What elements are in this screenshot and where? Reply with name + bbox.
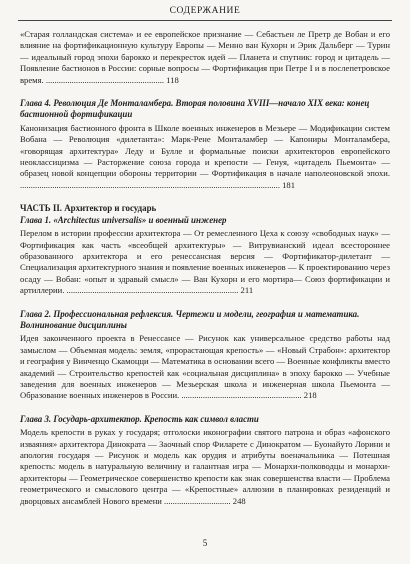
chapter-body-4: Канонизация бастионного фронта в Школе военных инженеров в Мезьере — Модификации систем Вобана — Революция «дилетанта»: Марк-Рене Монталамбер — Капониры Монталамбера, «говорящая архитектура» Леду и Булле и формальные поиски архитекторов европейского неоклассицизма — Расторжение союза города и крепости — Генуя, «цитадель Пьемонта» — образец новой концепции обороны территории — Фортификация в начале наполеоновской эпохи. ......................................................................................................................... 181 bbox=[20, 122, 390, 190]
header-rule bbox=[18, 20, 392, 21]
chapter-title-2: Глава 2. Профессиональная рефлексия. Чертежи и модели, география и математика. Волнинование дисциплины bbox=[20, 308, 360, 330]
chapter-body-2: Идея законченного проекта в Ренессансе — Рисунок как универсальное средство работы над замыслом — Объемная модель: земля, «прорастающая крепость» — «Новый Страбон»: архитектор и география у Винченцо Скамоцци — Математика в основании всего — Военные конфликты вместо академий — Строительство крепостей как «социальная дисциплина» в эпоху барокко — Учебные заведения для военных инженеров — Мезьерская школа и инженерная школа Пьемонта — Образование военных инженеров в России. ........................................................ 218 bbox=[20, 333, 390, 401]
chapter-body-1: Перелом в истории профессии архитектора — От ремесленного Цеха к союзу «свободных наук» — Фортификация как часть «всеобщей архитектуры» — Витрувианский идеал всестороннее образованного архитектора и его ренессансная версия — Фортификатор-дилетант — Специализация архитектурного знания и появление военных инженеров — К проектированию через осаду — Вобан: «опыт и здравый смысл» — Ван Кухорн и его мортира— Союз фортификации и артиллерии. ................................................................................ 211 bbox=[20, 228, 390, 296]
chapter-title-4: Глава 4. Революция Де Монталамбера. Вторая половина XVIII—начало XIX века: конец бастионной фортификации bbox=[20, 98, 370, 120]
running-header: СОДЕРЖАНИЕ bbox=[169, 6, 241, 16]
part-title: ЧАСТЬ II. Архитектор и государь bbox=[20, 203, 157, 214]
toc-content bbox=[20, 29, 390, 507]
chapter-body-3: Модель крепости в руках у государя; отголоски иконографии святого патрона и образ «афонского изваяния» архитектора Динократа — Заочный спор Филарете с Динократом — Буонайуто Лорини и апология государя — Рисунок и модель как орудия и атрибуты военачальника — Потешная крепость: модель в натуральную величину и галантная игра — Монархи-полководцы и монархи-архитекторы — Геометрическое совершенство крепости как знак совершенства власти — Проблема геометрического и смыслового центра — «Крепостные» аллюзии в планировках резиденций и дворцовых ансамблей Нового времени ............................... 248 bbox=[20, 427, 390, 506]
chapter-title-3: Глава 3. Государь-архитектор. Крепость как символ власти bbox=[20, 413, 259, 424]
toc-entry-intro: «Старая голландская система» и ее европейское признание — Себастьен ле Претр де Вобан и его влияние на фортификационную культуру Европы — Менно ван Кухорн и Эрик Дальберг — Турин — идеальный город эпохи барокко и перекресток идей — Планета и спутник: город и цитадель — Появление бастионов в России: сорные вопросы — Фортификация при Петре I и в послепетровское время. ....................................................... 118 bbox=[20, 29, 390, 85]
chapter-title-1: Глава 1. «Architectus universalis» и военный инженер bbox=[20, 214, 227, 225]
page-number: 5 bbox=[202, 538, 208, 548]
